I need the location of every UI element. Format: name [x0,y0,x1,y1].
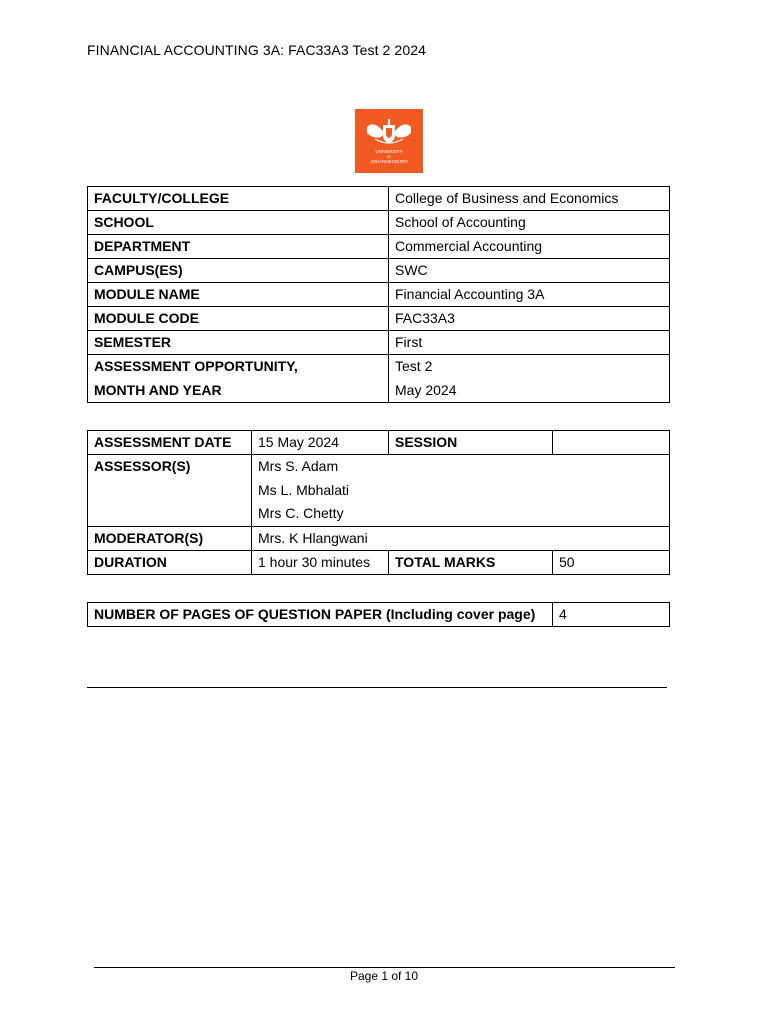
table-row [88,235,670,259]
page-count-label: NUMBER OF PAGES OF QUESTION PAPER (Including cover page) [88,603,553,627]
assessors-label: ASSESSOR(S) [88,455,252,527]
table-row [88,431,670,455]
university-crest-icon [361,115,417,167]
table-row [88,550,670,574]
table-row [88,187,670,211]
session-value [553,431,670,455]
university-logo [355,109,423,173]
faculty-label: FACULTY/COLLEGE [88,187,389,211]
assessors-list [252,455,670,527]
document-header: FINANCIAL ACCOUNTING 3A: FAC33A3 Test 2 2024 [87,42,426,58]
opportunity-label-line-2: MONTH AND YEAR [94,381,222,398]
logo-text-university: UNIVERSITY [375,149,403,154]
assessor-name: Mrs C. Chetty [258,505,344,521]
campus-label: CAMPUS(ES) [88,259,389,283]
page-count-table [87,602,670,627]
table-row [88,259,670,283]
assessment-date-value: 15 May 2024 [252,431,389,455]
module-code-label: MODULE CODE [88,307,389,331]
assessor-name: Ms L. Mbhalati [258,481,350,498]
assessment-date-label: ASSESSMENT DATE [88,431,252,455]
page-number: Page 1 of 10 [349,969,419,983]
duration-value: 1 hour 30 minutes [252,550,389,574]
table-row [88,331,670,355]
module-code-value: FAC33A3 [389,307,670,331]
assessment-opportunity-value [389,355,670,403]
semester-value: First [389,331,670,355]
table-row [88,526,670,550]
table-row [88,211,670,235]
assessor-name: Mrs S. Adam [258,458,339,474]
moderators-label: MODERATOR(S) [88,526,252,550]
duration-label: DURATION [88,550,252,574]
campus-value: SWC [389,259,670,283]
department-value: Commercial Accounting [389,235,670,259]
module-name-value: Financial Accounting 3A [389,283,670,307]
school-label: SCHOOL [88,211,389,235]
module-name-label: MODULE NAME [88,283,389,307]
table-row [88,307,670,331]
opportunity-value-line-1: Test 2 [395,358,433,374]
total-marks-label: TOTAL MARKS [389,550,553,574]
logo-text-johannesburg: JOHANNESBURG [370,159,408,164]
opportunity-label-line-1: ASSESSMENT OPPORTUNITY, [94,358,298,374]
total-marks-value: 50 [553,550,670,574]
table-row [88,355,670,403]
school-value: School of Accounting [389,211,670,235]
semester-label: SEMESTER [88,331,389,355]
faculty-value: College of Business and Economics [389,187,670,211]
assessment-opportunity-label [88,355,389,403]
footer-divider [94,967,675,968]
department-label: DEPARTMENT [88,235,389,259]
opportunity-value-line-2: May 2024 [395,381,457,398]
module-info-table [87,186,670,403]
assessment-details-table [87,430,670,575]
table-row [88,603,670,627]
logo-text-of: OF [386,155,392,159]
page-count-value: 4 [553,603,670,627]
moderators-value: Mrs. K Hlangwani [252,526,670,550]
session-label: SESSION [389,431,553,455]
table-row [88,283,670,307]
table-row [88,455,670,527]
section-divider [87,687,667,688]
